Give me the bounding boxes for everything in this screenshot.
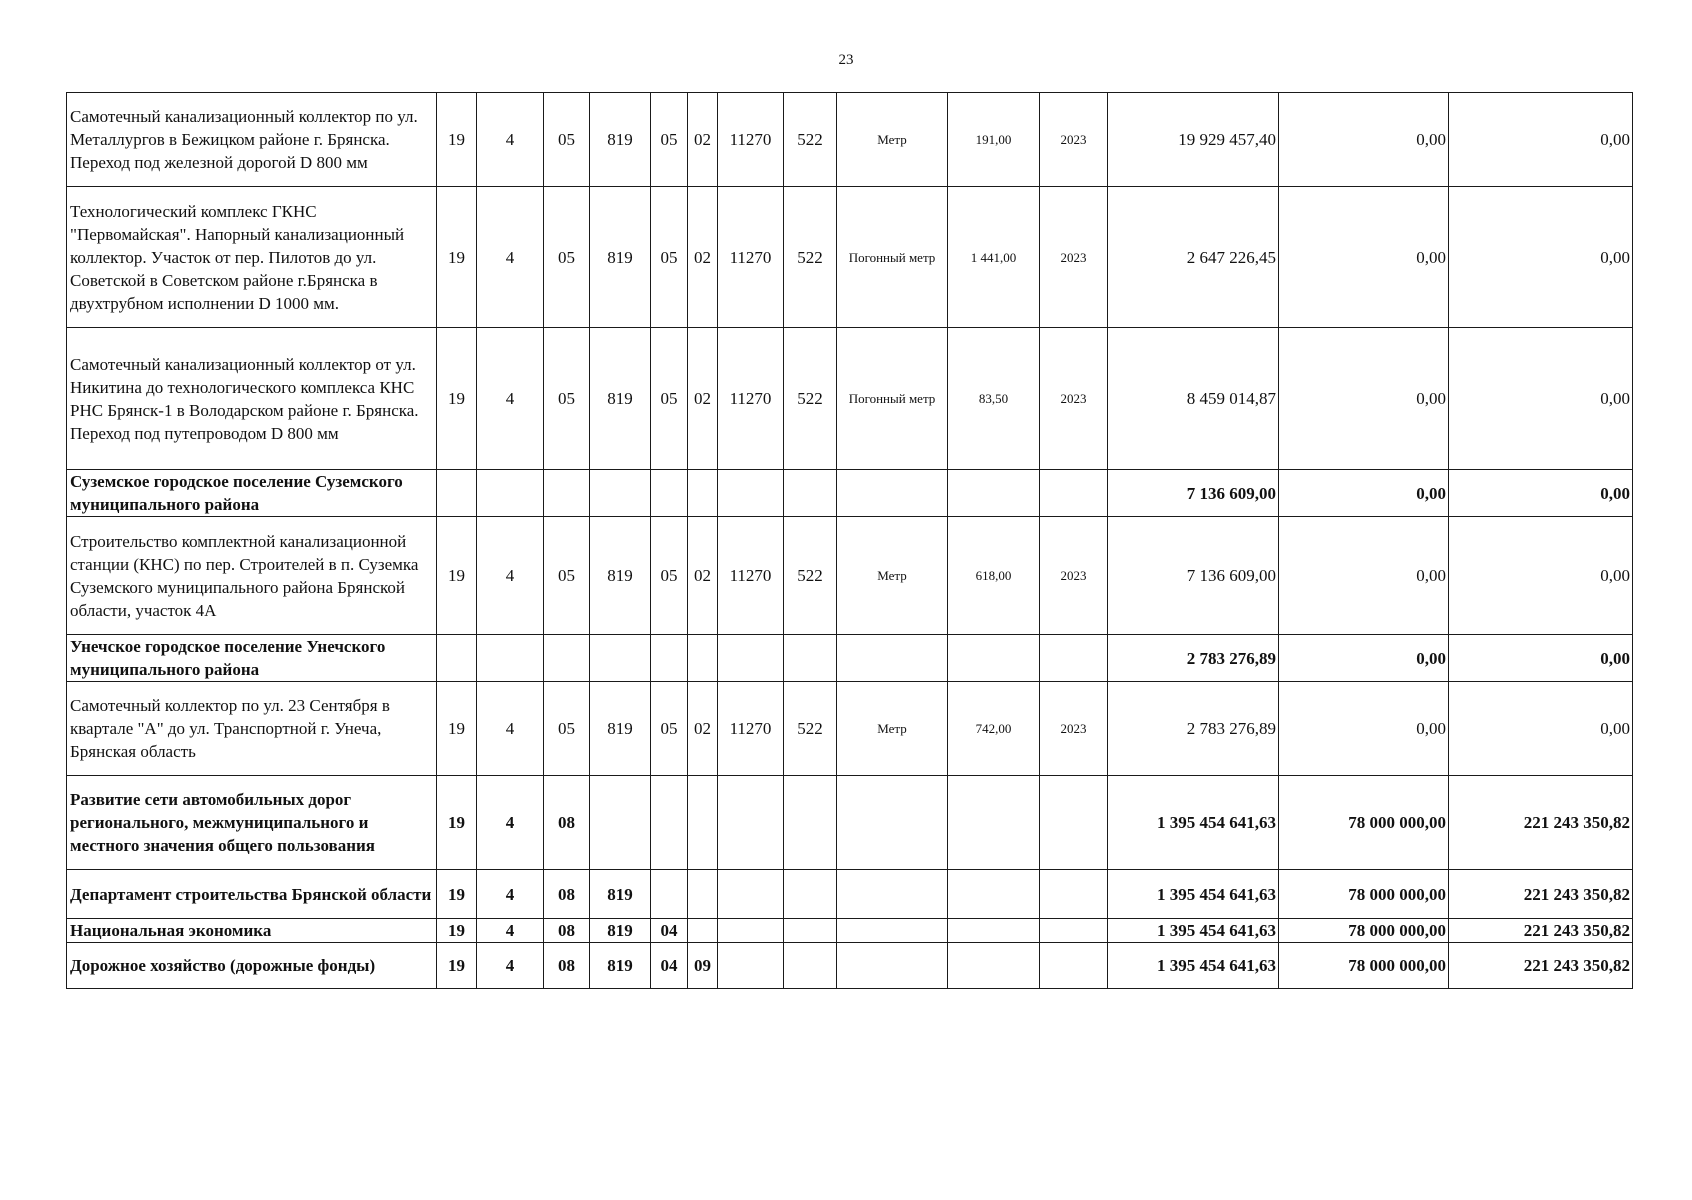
year-cell: 2023 (1040, 682, 1108, 776)
code-3-cell (544, 470, 590, 517)
unit-cell: Погонный метр (837, 328, 948, 470)
amount-2-cell: 0,00 (1279, 93, 1449, 187)
code-7-cell (718, 870, 784, 919)
table-row (67, 919, 1633, 943)
year-cell (1040, 919, 1108, 943)
amount-3-cell: 0,00 (1449, 328, 1633, 470)
amount-3-cell: 0,00 (1449, 682, 1633, 776)
code-2-cell: 4 (477, 870, 544, 919)
amount-3-cell: 221 243 350,82 (1449, 776, 1633, 870)
item-name-cell: Технологический комплекс ГКНС "Первомайская". Напорный канализационный коллектор. Участок от пер. Пилотов до ул. Советской в Советском районе г.Брянска в двухтрубном исполнении D 1000 мм. (67, 187, 437, 328)
amount-2-cell: 78 000 000,00 (1279, 870, 1449, 919)
code-3-cell: 08 (544, 943, 590, 989)
quantity-cell: 742,00 (948, 682, 1040, 776)
code-5-cell: 05 (651, 517, 688, 635)
code-8-cell (784, 943, 837, 989)
code-7-cell: 11270 (718, 187, 784, 328)
code-5-cell: 05 (651, 328, 688, 470)
amount-3-cell: 0,00 (1449, 517, 1633, 635)
amount-1-cell: 7 136 609,00 (1108, 517, 1279, 635)
quantity-cell (948, 870, 1040, 919)
code-7-cell: 11270 (718, 328, 784, 470)
amount-1-cell: 8 459 014,87 (1108, 328, 1279, 470)
code-4-cell (590, 635, 651, 682)
item-name-cell: Национальная экономика (67, 919, 437, 943)
code-7-cell (718, 776, 784, 870)
code-4-cell: 819 (590, 187, 651, 328)
code-5-cell (651, 776, 688, 870)
year-cell (1040, 635, 1108, 682)
unit-cell (837, 635, 948, 682)
code-4-cell: 819 (590, 328, 651, 470)
code-2-cell: 4 (477, 517, 544, 635)
code-5-cell: 04 (651, 919, 688, 943)
amount-2-cell: 78 000 000,00 (1279, 919, 1449, 943)
amount-1-cell: 19 929 457,40 (1108, 93, 1279, 187)
code-8-cell (784, 470, 837, 517)
item-name-cell: Самотечный коллектор по ул. 23 Сентября в квартале "А" до ул. Транспортной г. Унеча, Брянская область (67, 682, 437, 776)
table-row (67, 776, 1633, 870)
quantity-cell (948, 470, 1040, 517)
code-2-cell (477, 470, 544, 517)
code-1-cell: 19 (437, 682, 477, 776)
code-3-cell: 05 (544, 328, 590, 470)
code-8-cell: 522 (784, 187, 837, 328)
code-1-cell: 19 (437, 943, 477, 989)
amount-2-cell: 0,00 (1279, 635, 1449, 682)
code-1-cell: 19 (437, 93, 477, 187)
code-4-cell: 819 (590, 93, 651, 187)
code-4-cell (590, 776, 651, 870)
table-row (67, 470, 1633, 517)
amount-2-cell: 0,00 (1279, 187, 1449, 328)
code-7-cell (718, 635, 784, 682)
unit-cell (837, 470, 948, 517)
code-5-cell (651, 870, 688, 919)
code-4-cell: 819 (590, 870, 651, 919)
code-6-cell (688, 635, 718, 682)
amount-2-cell: 0,00 (1279, 682, 1449, 776)
unit-cell: Метр (837, 682, 948, 776)
amount-2-cell: 0,00 (1279, 328, 1449, 470)
code-3-cell (544, 635, 590, 682)
table-row (67, 635, 1633, 682)
code-3-cell: 05 (544, 517, 590, 635)
amount-1-cell: 1 395 454 641,63 (1108, 919, 1279, 943)
code-5-cell: 05 (651, 682, 688, 776)
code-3-cell: 05 (544, 187, 590, 328)
code-8-cell (784, 870, 837, 919)
code-7-cell (718, 943, 784, 989)
year-cell: 2023 (1040, 517, 1108, 635)
amount-2-cell: 0,00 (1279, 470, 1449, 517)
code-4-cell: 819 (590, 919, 651, 943)
quantity-cell (948, 919, 1040, 943)
unit-cell: Метр (837, 517, 948, 635)
code-2-cell: 4 (477, 682, 544, 776)
unit-cell (837, 776, 948, 870)
code-8-cell (784, 776, 837, 870)
table-row (67, 93, 1633, 187)
code-8-cell (784, 919, 837, 943)
quantity-cell (948, 943, 1040, 989)
amount-2-cell: 78 000 000,00 (1279, 943, 1449, 989)
code-1-cell (437, 635, 477, 682)
amount-1-cell: 1 395 454 641,63 (1108, 776, 1279, 870)
code-3-cell: 08 (544, 870, 590, 919)
code-6-cell (688, 470, 718, 517)
code-4-cell: 819 (590, 517, 651, 635)
year-cell (1040, 870, 1108, 919)
amount-1-cell: 2 647 226,45 (1108, 187, 1279, 328)
code-1-cell (437, 470, 477, 517)
code-7-cell (718, 470, 784, 517)
item-name-cell: Суземское городское поселение Суземского муниципального района (67, 470, 437, 517)
year-cell (1040, 943, 1108, 989)
code-6-cell: 09 (688, 943, 718, 989)
unit-cell (837, 919, 948, 943)
code-6-cell: 02 (688, 328, 718, 470)
amount-3-cell: 221 243 350,82 (1449, 919, 1633, 943)
amount-1-cell: 2 783 276,89 (1108, 682, 1279, 776)
amount-1-cell: 1 395 454 641,63 (1108, 870, 1279, 919)
code-1-cell: 19 (437, 919, 477, 943)
code-1-cell: 19 (437, 328, 477, 470)
item-name-cell: Строительство комплектной канализационной станции (КНС) по пер. Строителей в п. Суземка Суземского муниципального района Брянской области, участок 4А (67, 517, 437, 635)
item-name-cell: Самотечный канализационный коллектор по ул. Металлургов в Бежицком районе г. Брянска. Переход под железной дорогой D 800 мм (67, 93, 437, 187)
code-2-cell: 4 (477, 919, 544, 943)
item-name-cell: Департамент строительства Брянской области (67, 870, 437, 919)
code-2-cell: 4 (477, 187, 544, 328)
table-row (67, 943, 1633, 989)
code-8-cell: 522 (784, 682, 837, 776)
amount-3-cell: 0,00 (1449, 187, 1633, 328)
unit-cell (837, 870, 948, 919)
code-2-cell (477, 635, 544, 682)
code-5-cell: 05 (651, 187, 688, 328)
amount-3-cell: 0,00 (1449, 470, 1633, 517)
unit-cell (837, 943, 948, 989)
code-6-cell: 02 (688, 93, 718, 187)
quantity-cell: 1 441,00 (948, 187, 1040, 328)
code-5-cell (651, 470, 688, 517)
code-2-cell: 4 (477, 943, 544, 989)
code-3-cell: 05 (544, 682, 590, 776)
page-number: 23 (838, 52, 854, 68)
item-name-cell: Развитие сети автомобильных дорог регионального, межмуниципального и местного значения общего пользования (67, 776, 437, 870)
code-8-cell: 522 (784, 328, 837, 470)
code-7-cell: 11270 (718, 682, 784, 776)
code-7-cell: 11270 (718, 517, 784, 635)
year-cell: 2023 (1040, 93, 1108, 187)
year-cell (1040, 776, 1108, 870)
amount-1-cell: 1 395 454 641,63 (1108, 943, 1279, 989)
code-1-cell: 19 (437, 517, 477, 635)
code-1-cell: 19 (437, 187, 477, 328)
code-3-cell: 08 (544, 776, 590, 870)
amount-2-cell: 78 000 000,00 (1279, 776, 1449, 870)
amount-3-cell: 221 243 350,82 (1449, 943, 1633, 989)
year-cell (1040, 470, 1108, 517)
table-row (67, 870, 1633, 919)
code-5-cell: 05 (651, 93, 688, 187)
code-6-cell (688, 870, 718, 919)
code-2-cell: 4 (477, 776, 544, 870)
code-8-cell: 522 (784, 93, 837, 187)
code-7-cell: 11270 (718, 93, 784, 187)
code-6-cell: 02 (688, 682, 718, 776)
code-7-cell (718, 919, 784, 943)
code-8-cell (784, 635, 837, 682)
item-name-cell: Дорожное хозяйство (дорожные фонды) (67, 943, 437, 989)
code-8-cell: 522 (784, 517, 837, 635)
code-6-cell (688, 776, 718, 870)
quantity-cell: 191,00 (948, 93, 1040, 187)
amount-1-cell: 2 783 276,89 (1108, 635, 1279, 682)
amount-2-cell: 0,00 (1279, 517, 1449, 635)
code-1-cell: 19 (437, 776, 477, 870)
amount-3-cell: 0,00 (1449, 93, 1633, 187)
code-2-cell: 4 (477, 328, 544, 470)
item-name-cell: Унечское городское поселение Унечского муниципального района (67, 635, 437, 682)
table-row (67, 682, 1633, 776)
unit-cell: Погонный метр (837, 187, 948, 328)
table-row (67, 187, 1633, 328)
code-6-cell: 02 (688, 517, 718, 635)
code-3-cell: 05 (544, 93, 590, 187)
item-name-cell: Самотечный канализационный коллектор от ул. Никитина до технологического комплекса КНС РНС Брянск-1 в Володарском районе г. Брянска. Переход под путепроводом D 800 мм (67, 328, 437, 470)
table-row (67, 328, 1633, 470)
code-5-cell (651, 635, 688, 682)
table-row (67, 517, 1633, 635)
code-3-cell: 08 (544, 919, 590, 943)
quantity-cell (948, 635, 1040, 682)
quantity-cell: 618,00 (948, 517, 1040, 635)
code-2-cell: 4 (477, 93, 544, 187)
code-4-cell: 819 (590, 682, 651, 776)
year-cell: 2023 (1040, 187, 1108, 328)
code-4-cell (590, 470, 651, 517)
budget-table (66, 92, 1633, 989)
unit-cell: Метр (837, 93, 948, 187)
code-6-cell: 02 (688, 187, 718, 328)
amount-1-cell: 7 136 609,00 (1108, 470, 1279, 517)
code-1-cell: 19 (437, 870, 477, 919)
code-6-cell (688, 919, 718, 943)
quantity-cell: 83,50 (948, 328, 1040, 470)
code-5-cell: 04 (651, 943, 688, 989)
amount-3-cell: 221 243 350,82 (1449, 870, 1633, 919)
code-4-cell: 819 (590, 943, 651, 989)
quantity-cell (948, 776, 1040, 870)
year-cell: 2023 (1040, 328, 1108, 470)
amount-3-cell: 0,00 (1449, 635, 1633, 682)
